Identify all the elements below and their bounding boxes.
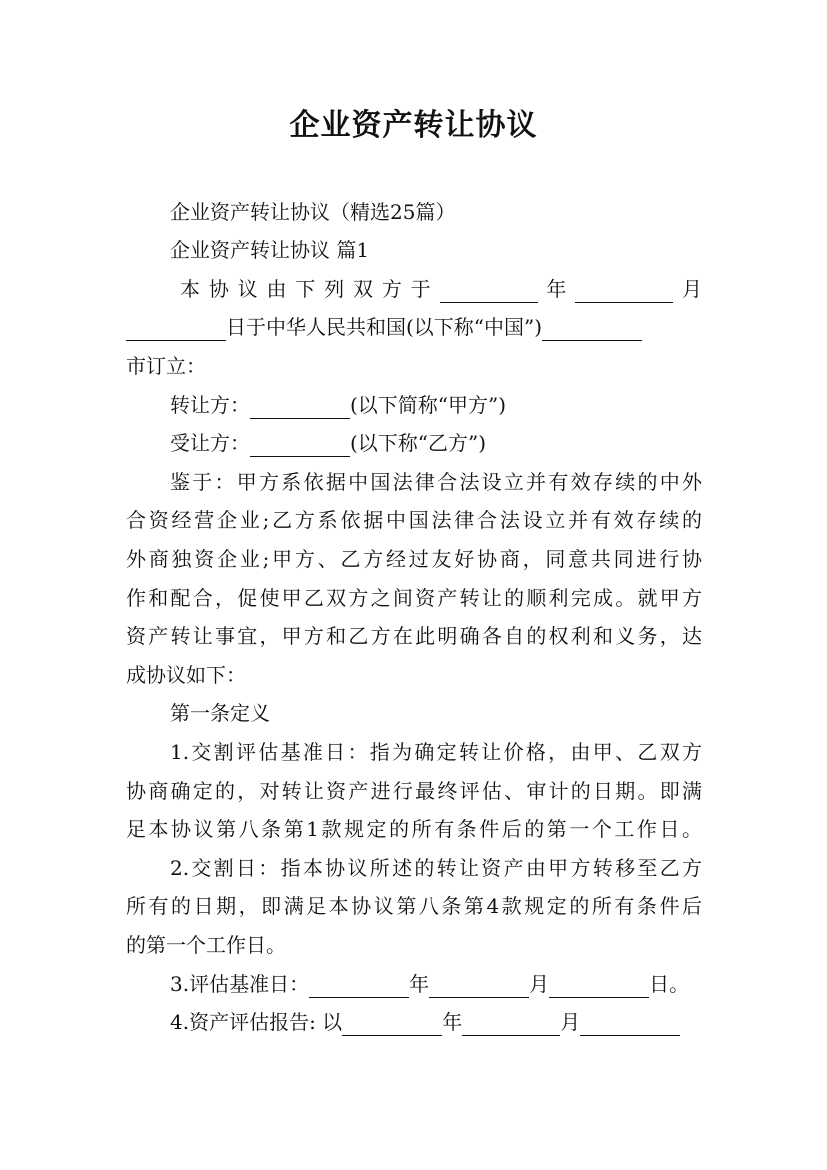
paragraph-line: 外商独资企业;甲方、乙方经过友好协商，同意共同进行协 xyxy=(126,547,702,571)
paragraph-line: 资产转让事宜，甲方和乙方在此明确各自的权利和义务，达 xyxy=(126,624,702,648)
paragraph-line: 成协议如下： xyxy=(126,663,246,687)
paragraph-line: 转让方： (以下简称“甲方”) xyxy=(170,393,507,417)
paragraph-line: 受让方： (以下称“乙方”) xyxy=(170,431,487,455)
section-heading: 第一条定义 xyxy=(170,701,270,725)
paragraph-line: 合资经营企业;乙方系依据中国法律合法设立并有效存续的 xyxy=(126,508,702,532)
paragraph-line: 所有的日期，即满足本协议第八条第4款规定的所有条件后 xyxy=(126,894,702,918)
paragraph-line: 2.交割日：指本协议所述的转让资产由甲方转移至乙方 xyxy=(170,856,702,880)
document-title: 企业资产转让协议 xyxy=(289,108,538,143)
paragraph-line: 市订立： xyxy=(126,354,206,378)
paragraph-line: 3.评估基准日： 年 月 日。 xyxy=(170,972,690,996)
paragraph-line: 鉴于：甲方系依据中国法律合法设立并有效存续的中外 xyxy=(170,470,702,494)
paragraph-line: 作和配合，促使甲乙双方之间资产转让的顺利完成。就甲方 xyxy=(126,586,702,610)
paragraph-line: 企业资产转让协议（精选25篇） xyxy=(170,200,456,224)
paragraph-line: 协商确定的，对转让资产进行最终评估、审计的日期。即满 xyxy=(126,779,702,803)
paragraph-line: 企业资产转让协议 篇1 xyxy=(170,238,370,262)
paragraph-line: 4.资产评估报告: 以 年 月 xyxy=(170,1008,702,1036)
paragraph-line: 1.交割评估基准日：指为确定转让价格，由甲、乙双方 xyxy=(170,740,702,764)
paragraph-line: 日于中华人民共和国(以下称“中国”) xyxy=(126,313,702,341)
paragraph-line: 的第一个工作日。 xyxy=(126,933,286,957)
paragraph-line: 足本协议第八条第1款规定的所有条件后的第一个工作日。 xyxy=(126,817,702,841)
paragraph-line: 本协议由下列双方于 年 月 xyxy=(180,277,703,301)
